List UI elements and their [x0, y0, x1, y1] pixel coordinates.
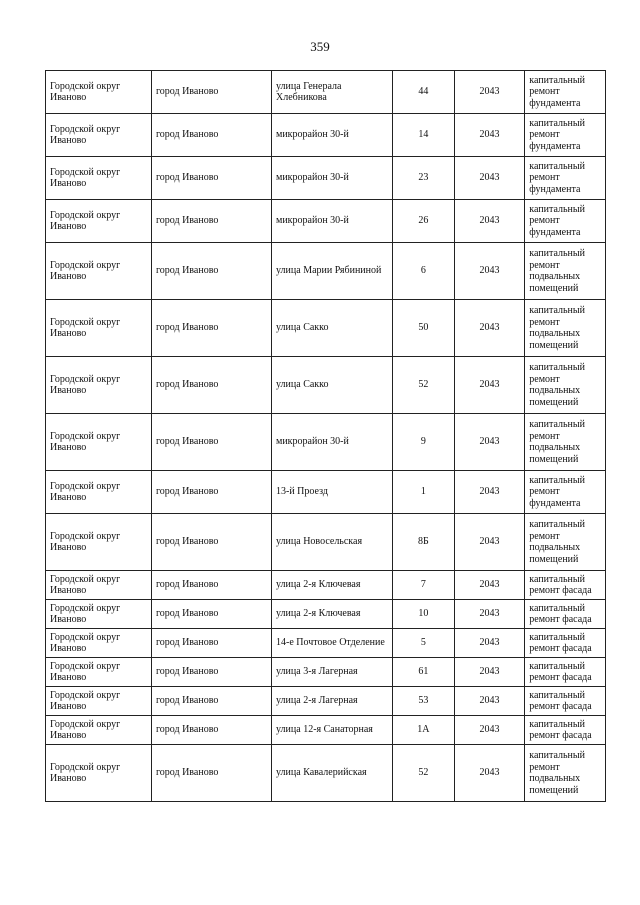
year-cell: 2043: [454, 716, 525, 745]
year-cell: 2043: [454, 414, 525, 471]
table-body: [46, 71, 606, 802]
city-cell: город Иваново: [151, 300, 271, 357]
district-cell: Городской округ Иваново: [46, 157, 152, 200]
district-cell: Городской округ Иваново: [46, 300, 152, 357]
house-number-cell: 52: [393, 357, 455, 414]
year-cell: 2043: [454, 745, 525, 802]
district-cell: Городской округ Иваново: [46, 514, 152, 571]
street-cell: микрорайон 30-й: [272, 200, 393, 243]
work-type-cell: капитальный ремонт фасада: [525, 600, 606, 629]
street-cell: 13-й Проезд: [272, 471, 393, 514]
city-cell: город Иваново: [151, 471, 271, 514]
year-cell: 2043: [454, 71, 525, 114]
table-row: [46, 600, 606, 629]
house-number-cell: 23: [393, 157, 455, 200]
street-cell: улица 3-я Лагерная: [272, 658, 393, 687]
house-number-cell: 44: [393, 71, 455, 114]
year-cell: 2043: [454, 357, 525, 414]
table-row: [46, 157, 606, 200]
work-type-cell: капитальный ремонт фундамента: [525, 200, 606, 243]
year-cell: 2043: [454, 687, 525, 716]
table-row: [46, 571, 606, 600]
district-cell: Городской округ Иваново: [46, 114, 152, 157]
city-cell: город Иваново: [151, 514, 271, 571]
city-cell: город Иваново: [151, 114, 271, 157]
district-cell: Городской округ Иваново: [46, 600, 152, 629]
work-type-cell: капитальный ремонт подвальных помещений: [525, 514, 606, 571]
work-type-cell: капитальный ремонт фундамента: [525, 471, 606, 514]
work-type-cell: капитальный ремонт подвальных помещений: [525, 357, 606, 414]
work-type-cell: капитальный ремонт фасада: [525, 571, 606, 600]
table-row: [46, 200, 606, 243]
district-cell: Городской округ Иваново: [46, 687, 152, 716]
year-cell: 2043: [454, 471, 525, 514]
street-cell: улица 2-я Лагерная: [272, 687, 393, 716]
table-row: [46, 629, 606, 658]
district-cell: Городской округ Иваново: [46, 716, 152, 745]
city-cell: город Иваново: [151, 600, 271, 629]
district-cell: Городской округ Иваново: [46, 243, 152, 300]
street-cell: улица Генерала Хлебникова: [272, 71, 393, 114]
district-cell: Городской округ Иваново: [46, 200, 152, 243]
district-cell: Городской округ Иваново: [46, 471, 152, 514]
street-cell: 14-е Почтовое Отделение: [272, 629, 393, 658]
year-cell: 2043: [454, 571, 525, 600]
table-row: [46, 300, 606, 357]
table-row: [46, 471, 606, 514]
page-number: 359: [310, 39, 330, 54]
year-cell: 2043: [454, 200, 525, 243]
street-cell: микрорайон 30-й: [272, 414, 393, 471]
table-row: [46, 687, 606, 716]
city-cell: город Иваново: [151, 571, 271, 600]
house-number-cell: 53: [393, 687, 455, 716]
city-cell: город Иваново: [151, 71, 271, 114]
house-number-cell: 14: [393, 114, 455, 157]
year-cell: 2043: [454, 629, 525, 658]
year-cell: 2043: [454, 114, 525, 157]
year-cell: 2043: [454, 300, 525, 357]
house-number-cell: 61: [393, 658, 455, 687]
repair-schedule-table: [45, 70, 606, 802]
house-number-cell: 6: [393, 243, 455, 300]
street-cell: улица 2-я Ключевая: [272, 571, 393, 600]
city-cell: город Иваново: [151, 414, 271, 471]
table-row: [46, 716, 606, 745]
city-cell: город Иваново: [151, 629, 271, 658]
city-cell: город Иваново: [151, 200, 271, 243]
year-cell: 2043: [454, 600, 525, 629]
house-number-cell: 7: [393, 571, 455, 600]
year-cell: 2043: [454, 514, 525, 571]
table-row: [46, 71, 606, 114]
table-row: [46, 114, 606, 157]
house-number-cell: 10: [393, 600, 455, 629]
work-type-cell: капитальный ремонт подвальных помещений: [525, 414, 606, 471]
district-cell: Городской округ Иваново: [46, 745, 152, 802]
work-type-cell: капитальный ремонт подвальных помещений: [525, 300, 606, 357]
house-number-cell: 50: [393, 300, 455, 357]
city-cell: город Иваново: [151, 658, 271, 687]
city-cell: город Иваново: [151, 716, 271, 745]
year-cell: 2043: [454, 157, 525, 200]
street-cell: улица Кавалерийская: [272, 745, 393, 802]
street-cell: улица 2-я Ключевая: [272, 600, 393, 629]
work-type-cell: капитальный ремонт подвальных помещений: [525, 243, 606, 300]
house-number-cell: 1: [393, 471, 455, 514]
work-type-cell: капитальный ремонт фундамента: [525, 114, 606, 157]
street-cell: микрорайон 30-й: [272, 114, 393, 157]
house-number-cell: 52: [393, 745, 455, 802]
district-cell: Городской округ Иваново: [46, 571, 152, 600]
house-number-cell: 9: [393, 414, 455, 471]
street-cell: улица 12-я Санаторная: [272, 716, 393, 745]
work-type-cell: капитальный ремонт фасада: [525, 658, 606, 687]
street-cell: улица Марии Рябининой: [272, 243, 393, 300]
work-type-cell: капитальный ремонт фасада: [525, 629, 606, 658]
district-cell: Городской округ Иваново: [46, 414, 152, 471]
street-cell: микрорайон 30-й: [272, 157, 393, 200]
district-cell: Городской округ Иваново: [46, 658, 152, 687]
work-type-cell: капитальный ремонт фундамента: [525, 157, 606, 200]
district-cell: Городской округ Иваново: [46, 357, 152, 414]
city-cell: город Иваново: [151, 157, 271, 200]
table-row: [46, 414, 606, 471]
table-row: [46, 514, 606, 571]
street-cell: улица Сакко: [272, 357, 393, 414]
table-row: [46, 658, 606, 687]
year-cell: 2043: [454, 658, 525, 687]
table-row: [46, 745, 606, 802]
year-cell: 2043: [454, 243, 525, 300]
city-cell: город Иваново: [151, 357, 271, 414]
house-number-cell: 1А: [393, 716, 455, 745]
city-cell: город Иваново: [151, 243, 271, 300]
district-cell: Городской округ Иваново: [46, 629, 152, 658]
work-type-cell: капитальный ремонт фасада: [525, 716, 606, 745]
table-row: [46, 243, 606, 300]
house-number-cell: 26: [393, 200, 455, 243]
street-cell: улица Сакко: [272, 300, 393, 357]
work-type-cell: капитальный ремонт фасада: [525, 687, 606, 716]
work-type-cell: капитальный ремонт подвальных помещений: [525, 745, 606, 802]
district-cell: Городской округ Иваново: [46, 71, 152, 114]
city-cell: город Иваново: [151, 745, 271, 802]
house-number-cell: 5: [393, 629, 455, 658]
house-number-cell: 8Б: [393, 514, 455, 571]
work-type-cell: капитальный ремонт фундамента: [525, 71, 606, 114]
street-cell: улица Новосельская: [272, 514, 393, 571]
table-row: [46, 357, 606, 414]
city-cell: город Иваново: [151, 687, 271, 716]
